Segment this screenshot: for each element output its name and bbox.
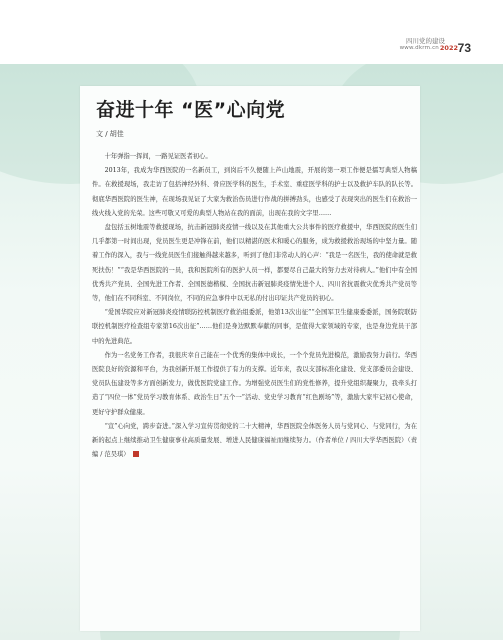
journal-year: 2022 bbox=[439, 44, 458, 52]
article-paragraph: “爱国华院应对新冠肺炎疫情联防控机制医疗救治组委派，他第13次出征”“全国军卫生健康委委派，国务院联防联控机制医疗检查组专家第16次出征”……他们是身边默默奉献的同事，是值得大家领域的专家，也是身边党员干部中的先进典范。 bbox=[92, 309, 417, 345]
article-paragraph: 十年弹指一挥间，一路见证医者初心。 bbox=[104, 153, 212, 160]
end-of-article-icon bbox=[133, 451, 139, 457]
journal-name: 四川党的建设 bbox=[406, 37, 445, 45]
page-number: 73 bbox=[457, 41, 471, 55]
article-paragraph: 作为一名党务工作者，我很庆幸自己能在一个优秀的集体中成长，一个个党员先进模范，激励我努力前行。华西医院良好的资源和平台，为我创新开展工作提供了有力的支撑。近年来，我以支部标准化建设、党支部委员会建设、党员队伍建设等多方面创新发力，做优医院党建工作。为增强党员医生们的党性修养，提升党组织凝聚力，我牵头打造了“四位一体”党员学习教育体系、政治生日“五个一”活动、党史学习教育“红色剧场”等，激励大家牢记初心使命，更好守护群众健康。 bbox=[92, 351, 417, 416]
article-title: 奋进十年 “医”心向党 bbox=[96, 99, 286, 121]
article-paragraph: 盘包括玉树地震等救援现场，抗击新冠肺炎疫情一线以及在其他重大公共事件的医疗救援中，华西医院的医生们几乎都第一时间出现，党员医生更是冲锋在前，他们以精湛的医术和暖心的服务，成为救援救治现场的中坚力量。随着工作的深入，我与一线党员医生们接触得越来越多，听到了他们非常动人的心声：“我是一名医生，我的使命就是救死扶伤！”“我是华西医院的一员，我和医院所有的医护人员一样，都要尽自己最大的努力去对待病人。”他们中有全国优秀共产党员、全国先进工作者、全国医德楷模、全国抗击新冠肺炎疫情先进个人、四川省抗震救灾优秀共产党员等等，他们在不同科室、不同岗位，不同的应急事件中以无私的付出印证共产党员的初心。 bbox=[92, 224, 417, 303]
page-header bbox=[0, 0, 503, 64]
article-byline: 文 / 胡佳 bbox=[96, 130, 124, 138]
article-paragraph-text: “宣”心向党，跨步奋进。”深入学习宣传贯彻党的二十大精神，华西医院全体医务人员与党同心、与党同行，为在新的起点上继续推动卫生健康事业高质量发展、增进人民健康福祉而继续努力。（作者单位 / 四川大学华西医院）（责编 / 范昊琪） bbox=[92, 422, 417, 459]
article-body bbox=[92, 150, 417, 462]
journal-url: www.dkrm.cn bbox=[399, 45, 439, 51]
article-paragraph: 2013年，我成为华西医院的一名新员工，到岗后不久便随上芦山地震，开展的第一项工作便是擂写典型人物稿件。在救援现场，我走访了包括神经外科、骨应医学科的医生，手术室、重症医学科的护士以及救护车队的队长等。彻底华西医院的医生神，在现场我见证了大家为救治伤员进行作战的拼搏劲头，也感受了表现突出的医生们在救治一线火线入党的光荣。这些可敬又可爱的典型人物站在我的面前，出现在我的文字里…… bbox=[92, 167, 417, 217]
article-paragraph-last bbox=[92, 420, 417, 463]
